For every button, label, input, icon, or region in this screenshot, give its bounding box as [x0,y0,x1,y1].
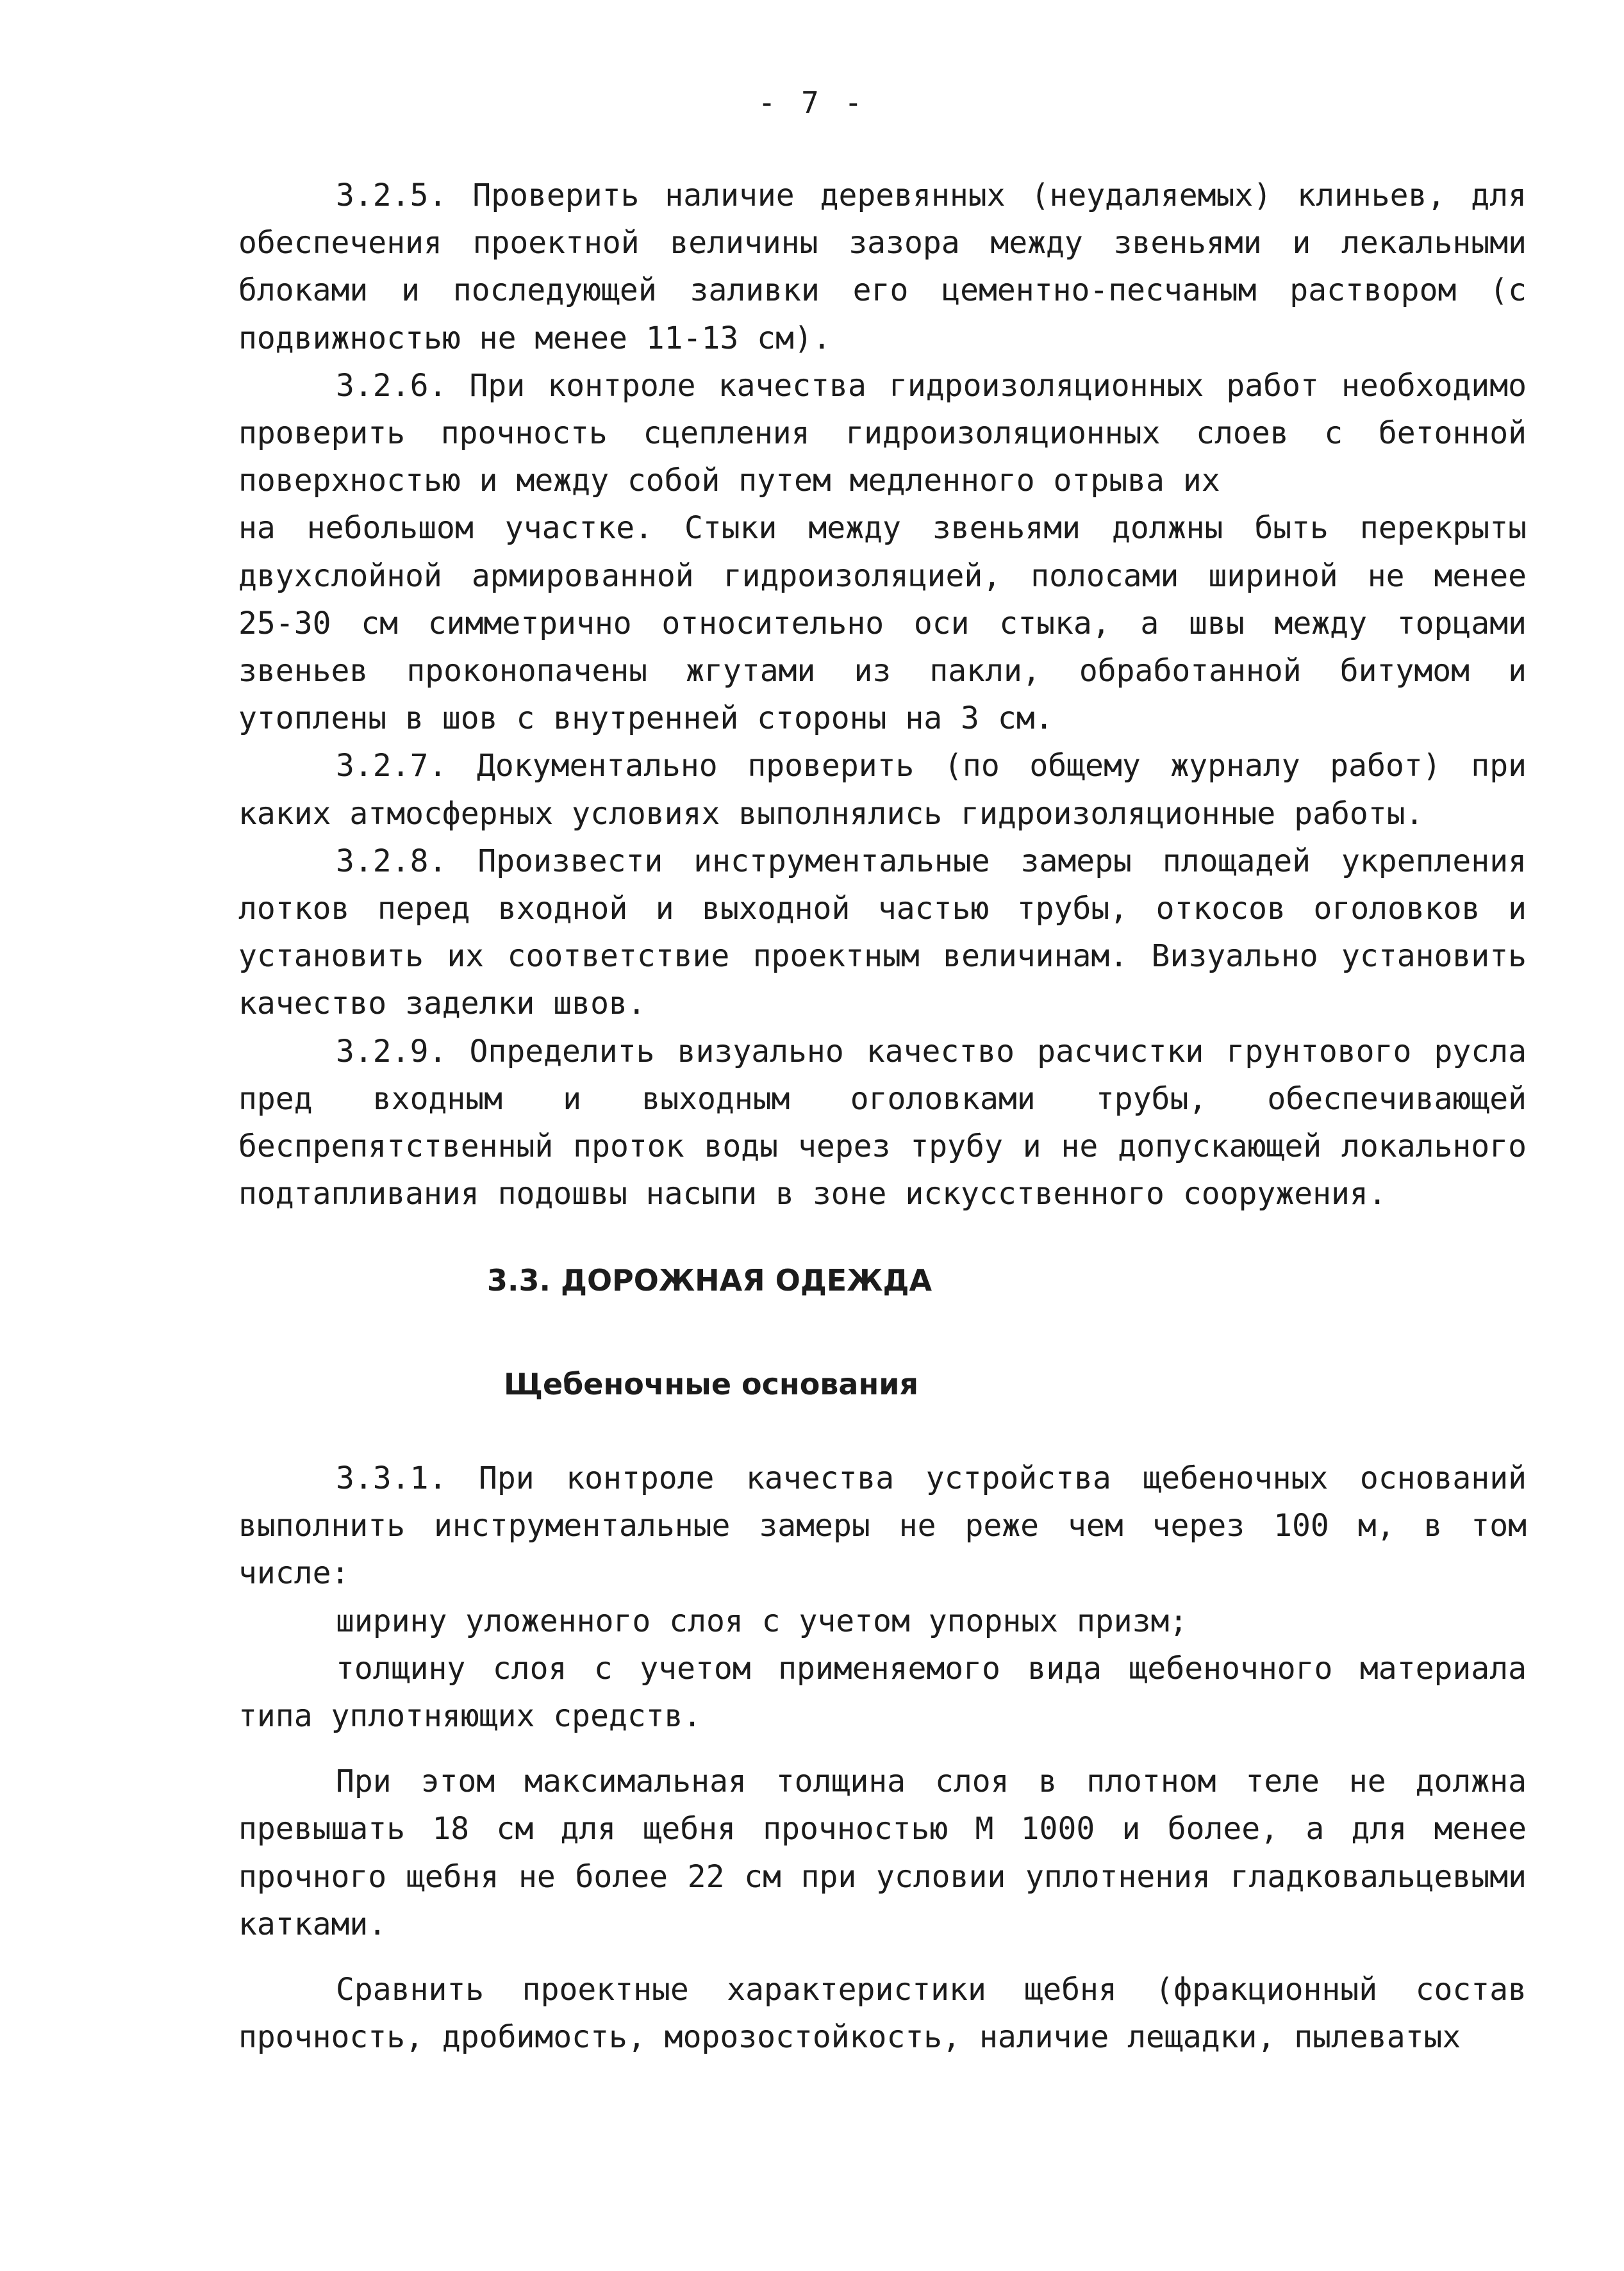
paragraph-3-2-6: 3.2.6. При контроле качества гидроизоляционных работ необходимо проверить прочность сцепления гидроизоляционных слоев с бетонной поверхностью и между собой путем медленного отрыва их [238,367,1527,499]
paragraph-3-2-7: 3.2.7. Документально проверить (по общему журналу работ) при каких атмосферных условиях выполнялись гидроизоляционные работы. [238,748,1527,832]
paragraph-3-2-8: 3.2.8. Произвести инструментальные замеры площадей укрепления лотков перед входной и выходной частью трубы, откосов оголовков и установить их соответствие проектным величинам. Визуально установить качество заделки швов. [238,843,1527,1022]
paragraph-3-2-6-continued: на небольшом участке. Стыки между звеньями должны быть перекрыты двухслойной армированной гидроизоляцией, полосами шириной не менее 25-30 см симметрично относительно оси стыка, а швы между торцами звеньев проконопачены жгутами из пакли, обработанной битумом и утоплены в шов с внутренней стороны на 3 см. [238,510,1527,737]
list-item-width: ширину уложенного слоя с учетом упорных призм; [336,1603,1188,1639]
page-number: - 7 - [758,85,866,120]
paragraph-compare-characteristics: Сравнить проектные характеристики щебня (фракционный состав прочность, дробимость, морозостойкость, наличие лещадки, пылеватых [238,1972,1527,2056]
paragraph-max-thickness: При этом максимальная толщина слоя в плотном теле не должна превышать 18 см для щебня прочностью М 1000 и более, а для менее прочного щебня не более 22 см при условии уплотнения гладковальцевыми катками. [238,1763,1527,1942]
list-item-thickness: толщину слоя с учетом применяемого вида щебеночного материала типа уплотняющих средств. [238,1650,1527,1735]
paragraph-3-2-9: 3.2.9. Определить визуально качество расчистки грунтового русла пред входным и выходным оголовками трубы, обеспечивающей беспрепятственный проток воды через трубу и не допускающей локального подтапливания подошвы насыпи в зоне искусственного сооружения. [238,1033,1527,1212]
paragraph-3-2-5: 3.2.5. Проверить наличие деревянных (неудаляемых) клиньев, для обеспечения проектной величины зазора между звеньями и лекальными блоками и последующей заливки его цементно-песчаным раствором (с подвижностью не менее 11-13 см). [238,178,1527,356]
body-text-lower [238,1455,1527,2061]
section-heading: 3.3. ДОРОЖНАЯ ОДЕЖДА [487,1263,932,1298]
paragraph-3-3-1: 3.3.1. При контроле качества устройства щебеночных оснований выполнить инструментальные замеры не реже чем через 100 м, в том числе: [238,1460,1527,1592]
sub-heading: Щебеночные основания [504,1367,919,1401]
body-text-upper [238,172,1527,1218]
